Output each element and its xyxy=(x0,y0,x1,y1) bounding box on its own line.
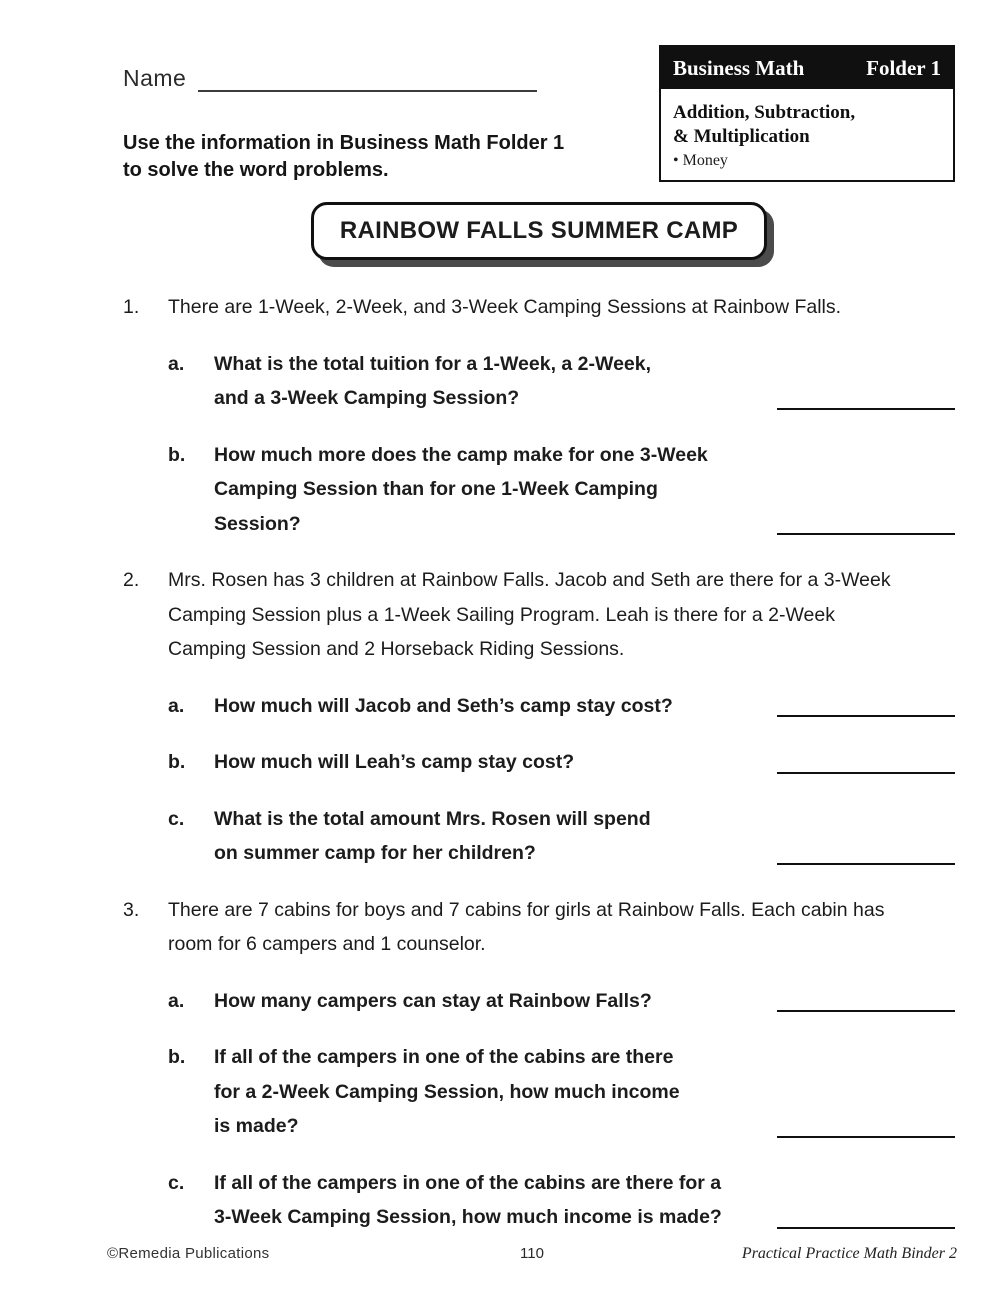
worksheet-title: RAINBOW FALLS SUMMER CAMP xyxy=(311,202,767,260)
problems-section xyxy=(123,290,955,1235)
subquestion-2b xyxy=(168,745,955,780)
subquestion-text: If all of the campers in one of the cabins are there for a 2-Week Camping Session, how much income is made? xyxy=(214,1046,680,1137)
folder-box-body xyxy=(661,89,953,180)
subquestion-text: What is the total tuition for a 1-Week, a 2-Week, and a 3-Week Camping Session? xyxy=(214,352,652,409)
subquestion-1b xyxy=(168,438,955,542)
problem-statement xyxy=(123,563,955,667)
page-footer xyxy=(107,1245,957,1263)
answer-blank-3a[interactable] xyxy=(777,1010,955,1012)
problem-statement-text: There are 1-Week, 2-Week, and 3-Week Camping Sessions at Rainbow Falls. xyxy=(168,296,842,318)
subquestion-letter: b. xyxy=(168,443,186,466)
instruction-line: Use the information in Business Math Folder 1 xyxy=(123,132,565,154)
problem-2 xyxy=(123,563,955,871)
name-row xyxy=(123,45,537,92)
problem-number: 1. xyxy=(123,296,140,318)
subquestion-text: How much will Leah’s camp stay cost? xyxy=(214,751,575,773)
footer-publisher: ©Remedia Publications xyxy=(107,1245,270,1262)
subquestion-letter: b. xyxy=(168,1046,186,1068)
subquestion-text: If all of the campers in one of the cabins are there for a 3-Week Camping Session, how much income is made? xyxy=(214,1171,722,1228)
answer-blank-2b[interactable] xyxy=(777,772,955,774)
folder-skills-line: & Multiplication xyxy=(673,126,810,147)
name-label: Name xyxy=(123,65,187,91)
problem-statement xyxy=(123,290,955,325)
subquestion-2c xyxy=(168,802,955,871)
answer-blank-2c[interactable] xyxy=(777,863,955,865)
footer-binder-title: Practical Practice Math Binder 2 xyxy=(741,1245,957,1262)
problem-3 xyxy=(123,893,955,1235)
subquestion-text: How much more does the camp make for one 3-Week Camping Session than for one 1-Week Camping Session? xyxy=(214,443,708,535)
problem-number: 2. xyxy=(123,569,140,591)
folder-box-header xyxy=(661,47,953,89)
subquestion-letter: a. xyxy=(168,694,185,717)
subquestion-text: How many campers can stay at Rainbow Falls? xyxy=(214,989,652,1012)
answer-blank-1a[interactable] xyxy=(777,408,955,410)
problem-1 xyxy=(123,290,955,541)
problem-statement-text: Mrs. Rosen has 3 children at Rainbow Falls. Jacob and Seth are there for a 3-Week Camping Session plus a 1-Week Sailing Program. Leah is there for a 2-Week Camping Session and 2 Horseback Riding Sessions. xyxy=(168,569,891,660)
subquestion-text: What is the total amount Mrs. Rosen will spend on summer camp for her children? xyxy=(214,807,651,864)
answer-blank-3c[interactable] xyxy=(777,1227,955,1229)
subquestion-3c xyxy=(168,1166,955,1235)
subquestion-1a xyxy=(168,347,955,416)
folder-number: Folder 1 xyxy=(866,56,941,80)
answer-blank-3b[interactable] xyxy=(777,1136,955,1138)
answer-blank-2a[interactable] xyxy=(777,715,955,717)
subquestion-letter: a. xyxy=(168,352,185,375)
subquestion-letter: c. xyxy=(168,1171,185,1194)
subquestion-text: How much will Jacob and Seth’s camp stay cost? xyxy=(214,694,673,717)
name-fill-in-line[interactable] xyxy=(198,64,537,92)
problem-number: 3. xyxy=(123,898,140,921)
instruction-line: to solve the word problems. xyxy=(123,159,389,181)
folder-subject: Business Math xyxy=(673,56,805,80)
folder-topic-bullet: • Money xyxy=(673,152,728,169)
folder-skills-line: Addition, Subtraction, xyxy=(673,102,856,123)
subquestion-letter: a. xyxy=(168,989,185,1012)
answer-blank-1b[interactable] xyxy=(777,533,955,535)
folder-reference-box xyxy=(659,45,955,182)
page-header xyxy=(123,45,955,202)
subquestion-3a xyxy=(168,984,955,1019)
subquestion-3b xyxy=(168,1040,955,1144)
problem-statement xyxy=(123,893,955,962)
subquestion-letter: b. xyxy=(168,751,186,773)
subquestion-letter: c. xyxy=(168,807,185,830)
title-banner-wrap xyxy=(123,202,955,290)
subquestion-2a xyxy=(168,689,955,724)
problem-statement-text: There are 7 cabins for boys and 7 cabins for girls at Rainbow Falls. Each cabin has room for 6 campers and 1 counselor. xyxy=(168,898,885,955)
footer-page-number: 110 xyxy=(520,1245,544,1262)
